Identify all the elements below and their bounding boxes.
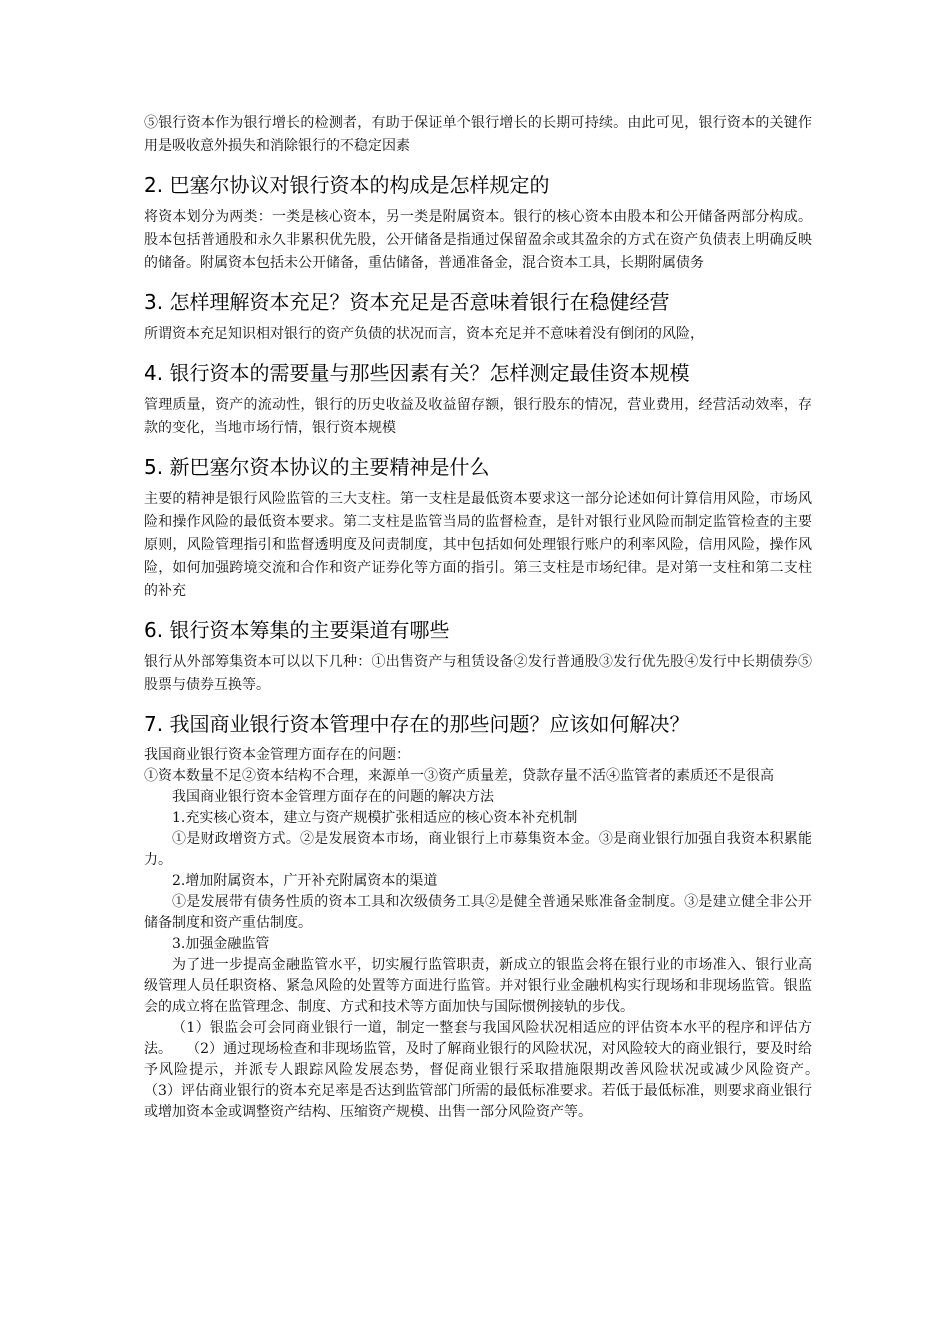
solutions-title: 我国商业银行资本金管理方面存在的问题的解决方法 [172, 789, 494, 805]
supervision-measures: （1）银监会可会同商业银行一道，制定一整套与我国风险状况相适应的评估资本水平的程序和评估方法。 （2）通过现场检查和非现场监管，及时了解商业银行的风险状况，对风险较大的商业银行，要及时给予风险提示，并派专人跟踪风险发展态势，督促商业银行采取措施限期改善风险状况或减少风险资产。 （3）评估商业银行的资本充足率是否达到监管部门所需的最低标准要求。若低于最低标准，则要求商业银行或增加资本金或调整资产结构、压缩资产规模、出售一部分风险资产等。 [144, 1020, 840, 1120]
solution-item-title: 3.加强金融监管 [172, 936, 270, 952]
section-6 [144, 615, 812, 697]
section-heading: 6. 银行资本筹集的主要渠道有哪些 [144, 618, 450, 642]
section-4 [144, 358, 812, 440]
section-answer: 主要的精神是银行风险监管的三大支柱。第一支柱是最低资本要求这一部分论述如何计算信用风险，市场风险和操作风险的最低资本要求。第二支柱是监管当局的监督检查，是针对银行业风险而制定监管检查的主要原则，风险管理指引和监督透明度及问责制度，其中包括如何处理银行账户的利率风险，信用风险，操作风险，如何加强跨境交流和合作和资产证券化等方面的指引。第三支柱是市场纪律。是对第一支柱和第二支柱的补充 [144, 491, 812, 599]
solution-item-title: 1.充实核心资本，建立与资产规模扩张相适应的核心资本补充机制 [172, 810, 578, 826]
section-heading: 4. 银行资本的需要量与那些因素有关？怎样测定最佳资本规模 [144, 361, 690, 385]
solution-item-title: 2.增加附属资本，广开补充附属资本的渠道 [172, 873, 438, 889]
section-3 [144, 287, 812, 346]
section-heading: 3. 怎样理解资本充足？资本充足是否意味着银行在稳健经营 [144, 290, 670, 314]
section-answer: 银行从外部筹集资本可以以下几种：①出售资产与租赁设备②发行普通股③发行优先股④发行中长期债券⑤股票与债券互换等。 [144, 654, 812, 693]
intro-paragraph: ⑤银行资本作为银行增长的检测者，有助于保证单个银行增长的长期可持续。由此可见，银行资本的关键作用是吸收意外损失和消除银行的不稳定因素 [144, 115, 812, 154]
section-2 [144, 170, 812, 275]
document-body [144, 112, 840, 1135]
section-heading: 2. 巴塞尔协议对银行资本的构成是怎样规定的 [144, 173, 550, 197]
problems-title: 我国商业银行资本金管理方面存在的问题： [144, 747, 410, 763]
section-5 [144, 452, 812, 603]
solution-item-text: ①是财政增资方式。②是发展资本市场，商业银行上市募集资本金。③是商业银行加强自我资本积累能力。 [144, 831, 812, 868]
solution-item-text: ①是发展带有债务性质的资本工具和次级债务工具②是健全普通呆账准备金制度。③是建立健全非公开储备制度和资产重估制度。 [144, 894, 812, 931]
section-heading: 5. 新巴塞尔资本协议的主要精神是什么 [144, 455, 490, 479]
section-7 [144, 709, 840, 1123]
section-heading: 7. 我国商业银行资本管理中存在的那些问题？应该如何解决？ [144, 712, 690, 736]
problems-list: ①资本数量不足②资本结构不合理，来源单一③资产质量差，贷款存量不活④监管者的素质还不是很高 [144, 768, 774, 784]
section-answer: 所谓资本充足知识相对银行的资产负债的状况而言，资本充足并不意味着没有倒闭的风险， [144, 326, 704, 342]
section-answer: 将资本划分为两类：一类是核心资本，另一类是附属资本。银行的核心资本由股本和公开储备两部分构成。股本包括普通股和永久非累积优先股，公开储备是指通过保留盈余或其盈余的方式在资产负债表上明确反映的储备。附属资本包括未公开储备，重估储备，普通准备金，混合资本工具，长期附属债务 [144, 209, 812, 271]
solution-item-text: 为了进一步提高金融监管水平，切实履行监管职责，新成立的银监会将在银行业的市场准入、银行业高级管理人员任职资格、紧急风险的处置等方面进行监管。并对银行业金融机构实行现场和非现场监管。银监会的成立将在监管理念、制度、方式和技术等方面加快与国际惯例接轨的步伐。 [144, 957, 812, 1015]
section-answer: 管理质量，资产的流动性，银行的历史收益及收益留存额，银行股东的情况，营业费用，经营活动效率，存款的变化，当地市场行情，银行资本规模 [144, 397, 812, 436]
